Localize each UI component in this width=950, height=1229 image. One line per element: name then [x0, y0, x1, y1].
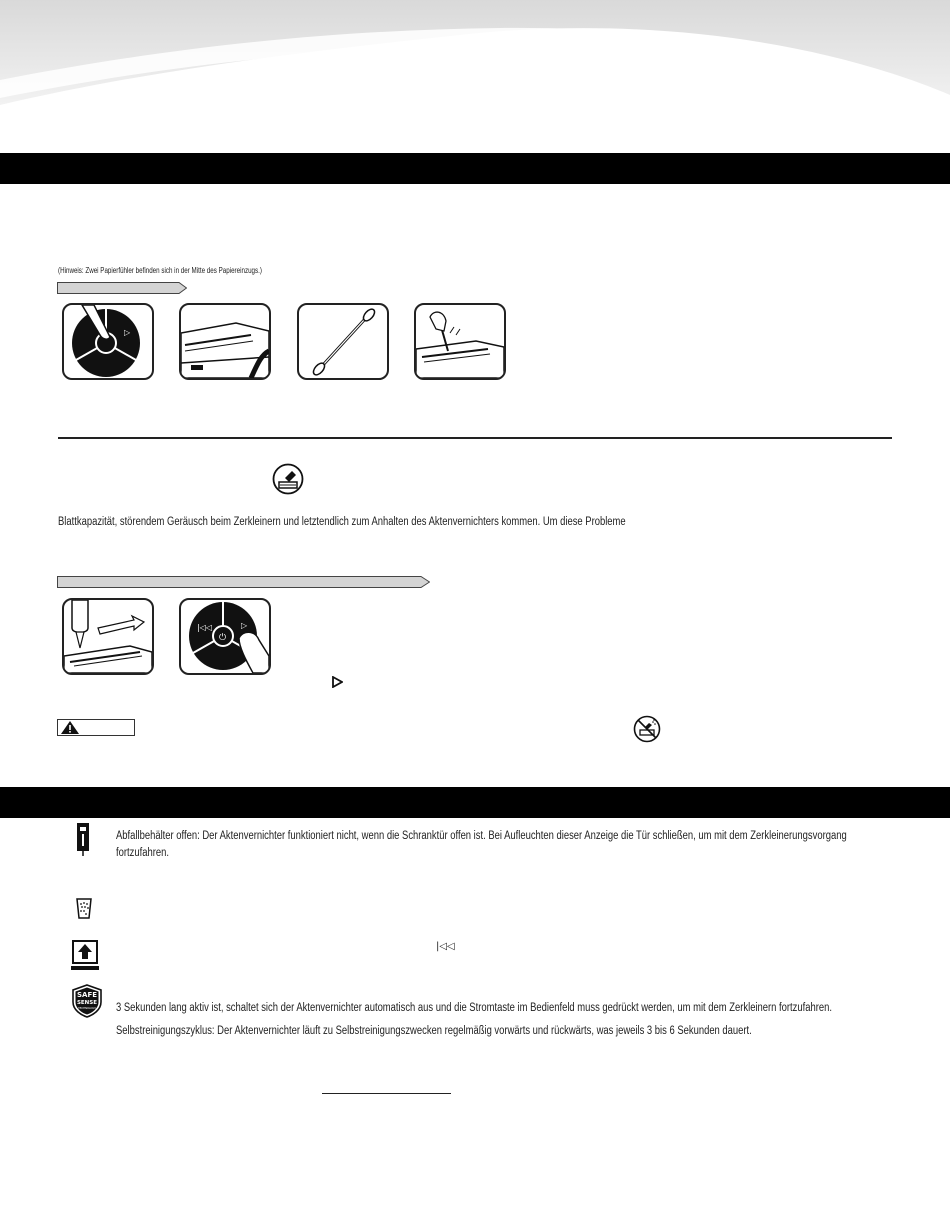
panel-shredder-top: [179, 303, 271, 380]
svg-text:▷: ▷: [124, 328, 131, 337]
paper-sensor-note: (Hinweis: Zwei Papierfühler befinden sich in der Mitte des Papiereinzugs.): [58, 266, 262, 275]
underline-rule: [322, 1093, 451, 1094]
oil-step-arrow-bar: [57, 576, 430, 588]
dial-press-illustration: [181, 600, 269, 673]
oil-icon: [272, 463, 304, 495]
panel-clean-sensor: [414, 303, 506, 380]
panel-oil-bottle: [62, 598, 154, 675]
bin-open-text: Abfallbehälter offen: Der Aktenvernichter funktioniert nicht, wenn die Schranktür offen ist. Bei Aufleuchten dieser Anzeige die Tür schließen, um mit dem Zerkleinerungsvorgang fortzufahren.: [116, 830, 847, 859]
svg-text:TECHNOLOGY: TECHNOLOGY: [78, 1007, 96, 1010]
step-arrow-bar: [57, 282, 187, 294]
oil-description: Blattkapazität, störendem Geräusch beim Zerkleinern und letztendlich zum Anhalten des Aktenvernichters kommen. Um diese Probleme: [58, 516, 626, 528]
shredder-top-illustration: [181, 305, 269, 378]
reverse-icon: |◁◁: [436, 941, 455, 952]
svg-text:|◁◁: |◁◁: [197, 623, 212, 632]
section-divider: [58, 437, 892, 439]
panel-cotton-swab: [297, 303, 389, 380]
cotton-swab-illustration: [299, 305, 387, 378]
header-wave: [0, 0, 950, 150]
clean-sensor-illustration: [416, 305, 504, 378]
bin-open-icon: [76, 822, 90, 857]
warning-icon: [60, 720, 80, 735]
svg-text:SENSE: SENSE: [76, 1000, 98, 1006]
section-header-bar: [0, 153, 950, 184]
svg-text:⏻: ⏻: [219, 633, 227, 643]
control-dial-illustration: [64, 305, 152, 378]
no-aerosol-icon: [633, 715, 661, 743]
svg-text:SAFE: SAFE: [76, 991, 98, 999]
oil-bottle-illustration: [64, 600, 152, 673]
warning-label: [57, 719, 135, 736]
forward-icon: [331, 676, 343, 688]
safe-sense-icon: [71, 984, 103, 1018]
safe-sense-text: 3 Sekunden lang aktiv ist, schaltet sich der Aktenvernichter automatisch aus und die Stromtaste im Bedienfeld muss gedrückt werden, um mit dem Zerkleinern fortzufahren.: [116, 1002, 832, 1014]
overload-icon: [71, 939, 99, 971]
indicators-header-bar: [0, 787, 950, 818]
svg-text:▷: ▷: [241, 621, 248, 630]
panel-control-dial: [62, 303, 154, 380]
self-clean-text: Selbstreinigungszyklus: Der Aktenvernichter läuft zu Selbstreinigungszwecken regelmäßig vorwärts und rückwärts, was jeweils 3 bis 6 Sekunden dauert.: [116, 1025, 752, 1037]
bin-full-icon: [75, 897, 93, 919]
panel-dial-press: [179, 598, 271, 675]
